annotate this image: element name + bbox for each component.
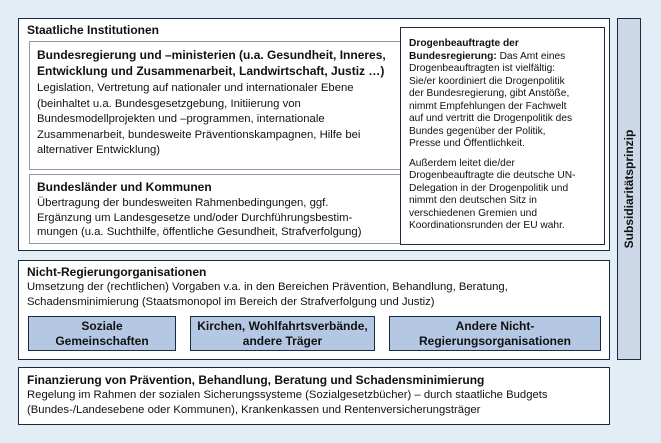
federal-government-box xyxy=(29,41,405,170)
financing-box xyxy=(18,367,610,425)
state-institutions-box xyxy=(18,18,610,251)
financing-text: Regelung im Rahmen der sozialen Sicherungssysteme (Sozialgesetzbücher) – durch staatliche Budgets (Bundes-/Landesebene oder Kommunen), Krankenkassen und Rentenversicherungsträger xyxy=(27,389,548,416)
states-and-municipalities-title: Bundesländer und Kommunen xyxy=(37,180,212,194)
financing-title: Finanzierung von Prävention, Behandlung, Beratung und Schadensminimierung xyxy=(27,373,485,387)
drug-commissioner-box xyxy=(400,27,605,245)
category-other-ngos: Andere Nicht- Regierungsorganisationen xyxy=(389,316,601,351)
ngo-text: Umsetzung der (rechtlichen) Vorgaben v.a. in den Bereichen Prävention, Behandlung, Beratung, Schadensminimierung (Staatsmonopol im Bereich der Strafverfolgung und Justiz) xyxy=(27,281,508,308)
category-social-communities: Soziale Gemeinschaften xyxy=(28,316,176,351)
states-and-municipalities-text: Übertragung der bundesweiten Rahmenbedingungen, ggf. Ergänzung um Landesgesetze und/oder Durchführungsbestim- mungen (u.a. Suchthilfe, öffentliche Gesundheit, Strafverfolgung) xyxy=(37,197,362,238)
ngo-box xyxy=(18,260,610,360)
ngo-title: Nicht-Regierungorganisationen xyxy=(27,265,207,279)
drug-commissioner-text: Drogenbeauftragte der Bundesregierung: Das Amt eines Drogenbeauftragten ist vielfältig: Sie/er koordiniert die Drogenpolitik der Bundesregierung, gibt Anstöße, nimmt Empfehlungen der Fachwelt auf und vertritt die Drogenpolitik des Bundes gegenüber der Politik, Presse und Öffentlichkeit. Außerdem leitet die/der Drogenbeauftragte die deutsche UN- Delegation in der Drogenpolitik und nimmt den deutschen Sitz in verschiedenen Gremien und Koordinationsrunden der EU wahr. xyxy=(409,38,576,231)
subsidiarity-principle-label: Subsidiaritätsprinzip xyxy=(622,129,636,249)
states-and-municipalities-box xyxy=(29,174,405,244)
federal-government-title: Bundesregierung und –ministerien (u.a. Gesundheit, Inneres, Entwicklung und Zusammenarbeit, Landwirtschaft, Justiz …) xyxy=(37,48,386,78)
state-institutions-title: Staatliche Institutionen xyxy=(27,23,160,37)
federal-government-text: Legislation, Vertretung auf nationaler und internationaler Ebene (beinhaltet u.a. Bundesgesetzgebung, Initiierung von Bundesmodellprojekten und –programmen, internationale Zusammenarbeit, bundesweite Präventionskampagnen, Hilfe bei alternativer Entwicklung) xyxy=(37,82,361,156)
category-churches-welfare: Kirchen, Wohlfahrtsverbände, andere Träger xyxy=(190,316,375,351)
subsidiarity-principle-bar xyxy=(617,18,641,360)
